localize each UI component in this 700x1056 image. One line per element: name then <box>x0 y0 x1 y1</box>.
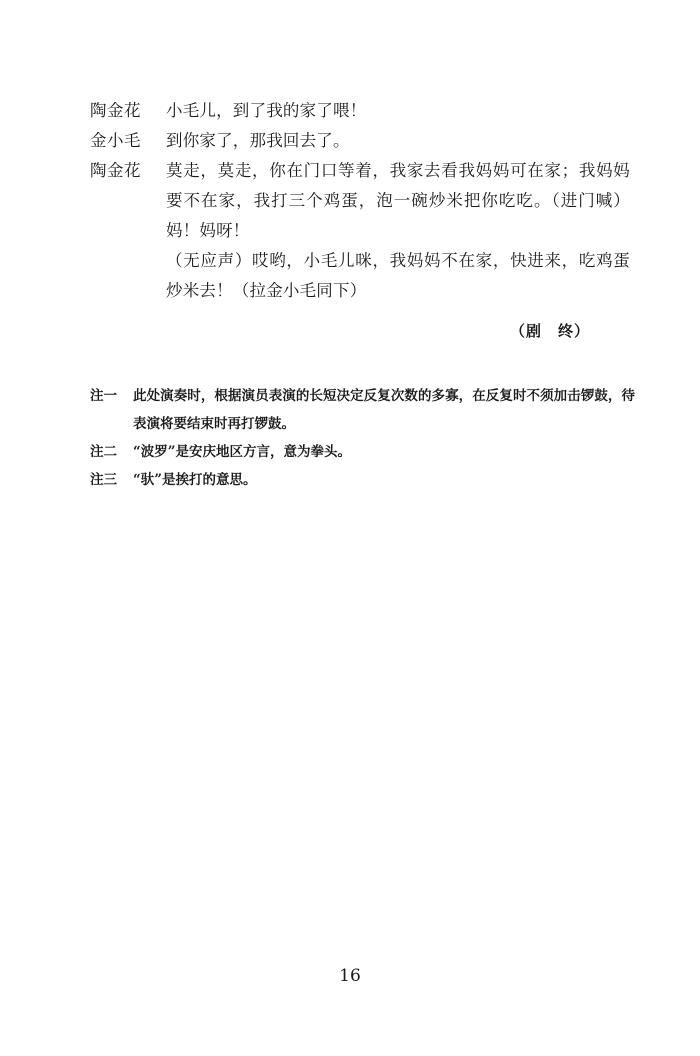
speaker-name: 金小毛 <box>90 131 141 150</box>
script-dialogue <box>90 96 630 306</box>
speech-text <box>166 156 630 306</box>
end-of-play-mark: （剧 终） <box>510 322 591 340</box>
speech-paragraph: （无应声）哎哟，小毛儿咪，我妈妈不在家，快进来，吃鸡蛋炒米去！（拉金小毛同下） <box>166 251 630 300</box>
speech-paragraph: 小毛儿，到了我的家了喂！ <box>166 101 367 120</box>
footnote <box>90 438 635 466</box>
dialogue-entry <box>90 126 630 156</box>
footnotes <box>90 382 635 494</box>
speech-paragraph: 莫走，莫走，你在门口等着，我家去看我妈妈可在家；我妈妈要不在家，我打三个鸡蛋，泡一碗炒米把你吃吃。（进门喊）妈！妈呀！ <box>166 161 630 240</box>
footnote-label: 注二 <box>90 444 117 460</box>
speech-text <box>166 96 630 126</box>
footnote-label: 注一 <box>90 388 117 404</box>
dialogue-entry <box>90 96 630 126</box>
footnote-text: “波罗”是安庆地区方言，意为拳头。 <box>133 444 352 460</box>
footnote-text: 此处演奏时，根据演员表演的长短决定反复次数的多寡，在反复时不须加击锣鼓，待表演将要结束时再打锣鼓。 <box>133 388 635 432</box>
speech-paragraph: 到你家了，那我回去了。 <box>166 131 350 150</box>
speaker-name: 陶金花 <box>90 101 141 120</box>
footnote-text: “驮”是挨打的意思。 <box>133 472 257 488</box>
page-number: 16 <box>339 966 361 986</box>
footnote <box>90 466 635 494</box>
footnote <box>90 382 635 438</box>
speech-text <box>166 126 630 156</box>
dialogue-entry <box>90 156 630 306</box>
speaker-name: 陶金花 <box>90 161 141 180</box>
footnote-label: 注三 <box>90 472 117 488</box>
